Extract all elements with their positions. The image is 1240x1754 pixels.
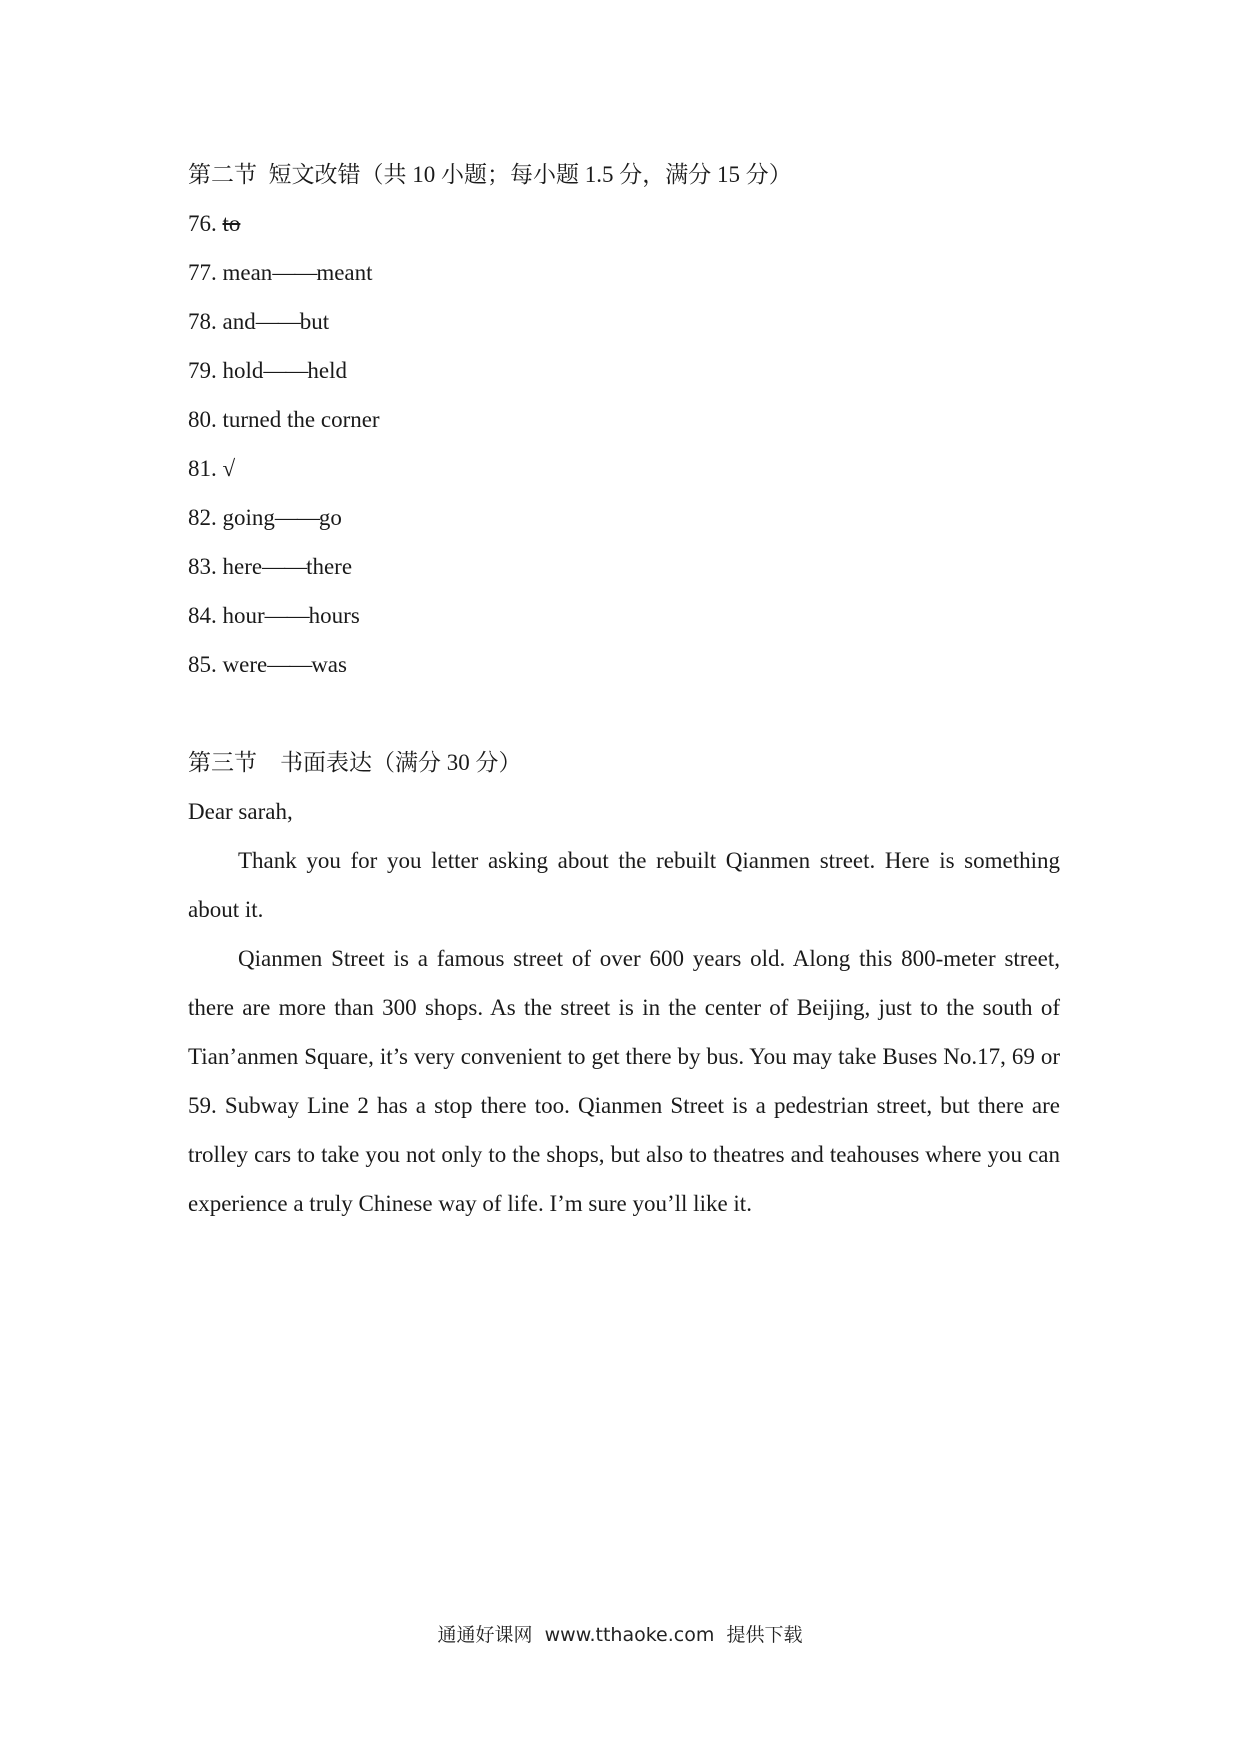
original-word: going [222,505,275,530]
struck-word: to [222,211,241,236]
answer-number: 84. [188,603,217,628]
answer-number: 83. [188,554,217,579]
answer-number: 80. [188,407,217,432]
answer-item-76 [188,199,1060,248]
answer-number: 85. [188,652,217,677]
answer-item-82 [188,493,1060,542]
answer-content [188,150,1060,1228]
original-word: turned the corner [222,407,380,432]
section-spacer [188,689,1060,738]
check-mark-icon: √ [222,456,236,481]
corrected-word: held [307,358,347,383]
answer-item-79 [188,346,1060,395]
answer-number: 77. [188,260,217,285]
answer-number: 81. [188,456,217,481]
original-word: hold [222,358,264,383]
corrected-word: but [299,309,330,334]
answer-number: 78. [188,309,217,334]
correction-dash: —— [267,652,312,677]
letter-paragraph-1: Thank you for you letter asking about the rebuilt Qianmen street. Here is something about it. [188,848,1060,922]
original-word: were [222,652,268,677]
section3-title: 第三节 书面表达（满分 30 分） [188,750,522,775]
corrected-word: go [318,505,342,530]
corrected-word: was [311,652,347,677]
answer-item-80 [188,395,1060,444]
original-word: hour [222,603,265,628]
answer-item-85 [188,640,1060,689]
correction-dash: —— [262,554,307,579]
answer-item-77 [188,248,1060,297]
original-word: mean [222,260,273,285]
letter-paragraph-2: Qianmen Street is a famous street of over 600 years old. Along this 800-meter street, there are more than 300 shops. As the street is in the center of Beijing, just to the south of Tian’anmen Square, it’s very convenient to get there by bus. You may take Buses No.17, 69 or 59. Subway Line 2 has a stop there too. Qianmen Street is a pedestrian street, but there are trolley cars to take you not only to the shops, but also to theatres and teahouses where you can experience a truly Chinese way of life. I’m sure you’ll like it. [188,946,1060,1216]
answer-number: 82. [188,505,217,530]
download-footer: 通通好课网 www.tthaoke.com 提供下载 [437,1624,803,1646]
answer-item-83 [188,542,1060,591]
correction-dash: —— [255,309,300,334]
answer-item-81 [188,444,1060,493]
original-word: and [222,309,256,334]
answer-number: 76. [188,211,217,236]
correction-dash: —— [274,505,319,530]
corrected-word: hours [308,603,360,628]
error-correction-list [188,199,1060,689]
corrected-word: meant [316,260,373,285]
answer-item-78 [188,297,1060,346]
correction-dash: —— [263,358,308,383]
corrected-word: there [306,554,353,579]
correction-dash: —— [272,260,317,285]
answer-item-84 [188,591,1060,640]
original-word: here [222,554,263,579]
section2-title: 第二节 短文改错（共 10 小题；每小题 1.5 分，满分 15 分） [188,162,792,187]
answer-number: 79. [188,358,217,383]
letter-salutation: Dear sarah, [188,799,293,824]
correction-dash: —— [264,603,309,628]
